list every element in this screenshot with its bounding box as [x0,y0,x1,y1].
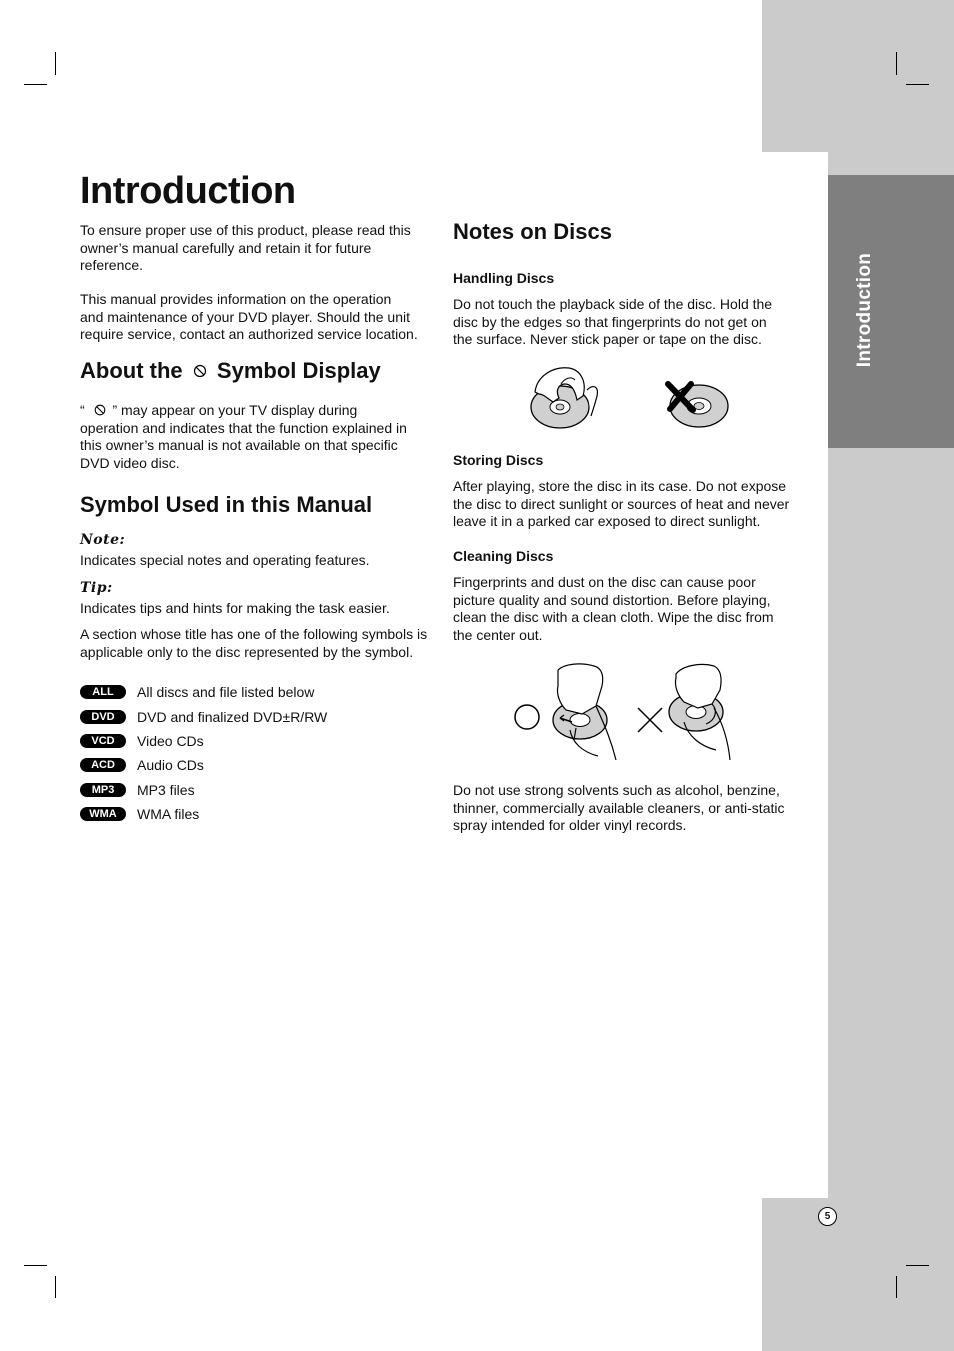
disc-touch-incorrect-icon [668,384,728,427]
text-line: reference. [80,257,144,273]
storing-text [453,478,813,531]
badge-mp3: MP3 [80,783,126,797]
correct-circle-icon [515,705,539,729]
symbol-label: WMA files [137,806,200,822]
note-text: Indicates special notes and operating features. [80,552,370,568]
text-line: Do not use strong solvents such as alcohol, benzine, [453,782,780,798]
text-line: this owner’s manual is not available on that specific [80,437,398,454]
text-line: Fingerprints and dust on the disc can cause poor [453,574,756,590]
solvents-text [453,782,813,835]
tip-text: Indicates tips and hints for making the task easier. [80,600,390,616]
text-line: the surface. Never stick paper or tape on the disc. [453,331,762,347]
text-line: clean the disc with a clean cloth. Wipe the disc from [453,609,774,625]
text-line: A section whose title has one of the following symbols is [80,626,428,642]
disc-handling-illustration [525,362,740,434]
symbol-row [80,684,314,700]
disc-held-correct-icon [531,368,597,428]
symbol-label: DVD and finalized DVD±R/RW [137,709,328,725]
crop-mark [55,52,56,75]
section-tab-label: Introduction [854,252,875,368]
crop-mark [896,1276,897,1298]
section-symbols-text [80,626,440,661]
prohibited-icon [192,363,208,379]
text-line: This manual provides information on the operation [80,291,392,307]
section-tab [828,175,954,448]
badge-dvd: DVD [80,710,126,724]
badge-acd: ACD [80,758,126,772]
symbol-label: Audio CDs [137,757,204,773]
badge-vcd: VCD [80,734,126,748]
text-line: operation and indicates that the function explained in [80,419,407,436]
about-line-1: ” may appear on your TV display during [112,402,358,418]
disc-cleaning-illustration [510,660,745,768]
text-line: the disc to direct sunlight or sources of heat and never [453,495,790,512]
wipe-from-center-icon [553,664,616,760]
text-line: require service, contact an authorized service location. [80,326,418,342]
storing-heading: Storing Discs [453,452,544,468]
discs-heading: Notes on Discs [453,219,612,244]
open-quote: “ [80,402,85,418]
about-paragraph [80,402,440,472]
crop-mark [906,1265,929,1266]
text-line: disc by the edges so that fingerprints do not get on [453,313,767,330]
intro-paragraph-1 [80,222,440,275]
crop-mark [896,52,897,75]
symbol-row [80,782,195,798]
cleaning-heading: Cleaning Discs [453,548,554,564]
symbol-label: All discs and file listed below [137,684,315,700]
text-line: DVD video disc. [80,454,180,471]
text-line: thinner, commercially available cleaners, or anti-static [453,799,785,816]
symbol-label: Video CDs [137,733,204,749]
crop-mark [24,84,47,85]
text-line: owner’s manual carefully and retain it for future [80,239,372,256]
symbol-row [80,733,204,749]
crop-mark [24,1265,47,1266]
text-line: the center out. [453,626,543,643]
side-band-bottom [762,1198,954,1351]
text-line [80,402,440,420]
crop-mark [906,84,929,85]
crop-mark [55,1276,56,1298]
badge-all: ALL [80,685,126,699]
symbol-row [80,709,327,725]
note-label: Note: [80,532,126,548]
symbol-row [80,757,204,773]
symbol-label: MP3 files [137,782,195,798]
page-number: 5 [818,1207,837,1226]
intro-paragraph-2 [80,291,440,344]
about-heading [80,358,381,384]
symbols-heading: Symbol Used in this Manual [80,492,373,517]
about-heading-part-a: About the [80,358,183,383]
about-heading-part-b: Symbol Display [216,358,381,383]
handling-heading: Handling Discs [453,270,555,286]
symbol-row [80,806,199,822]
wipe-circular-incorrect-icon [669,664,730,760]
text-line: spray intended for older vinyl records. [453,817,687,833]
section-tab-label-wrap [850,180,880,440]
text-line: leave it in a parked car exposed to direct sunlight. [453,513,761,529]
text-line: applicable only to the disc represented by the symbol. [80,643,414,660]
handling-text [453,296,813,349]
tip-label: Tip: [80,580,113,596]
text-line: picture quality and sound distortion. Before playing, [453,591,771,608]
text-line: Do not touch the playback side of the disc. Hold the [453,296,773,312]
text-line: and maintenance of your DVD player. Should the unit [80,308,410,325]
cleaning-text [453,574,813,644]
page-title: Introduction [80,170,296,212]
incorrect-x-icon [638,708,662,732]
prohibited-icon [93,403,107,417]
text-line: After playing, store the disc in its case. Do not expose [453,478,787,494]
text-line: To ensure proper use of this product, please read this [80,222,411,238]
badge-wma: WMA [80,807,126,821]
